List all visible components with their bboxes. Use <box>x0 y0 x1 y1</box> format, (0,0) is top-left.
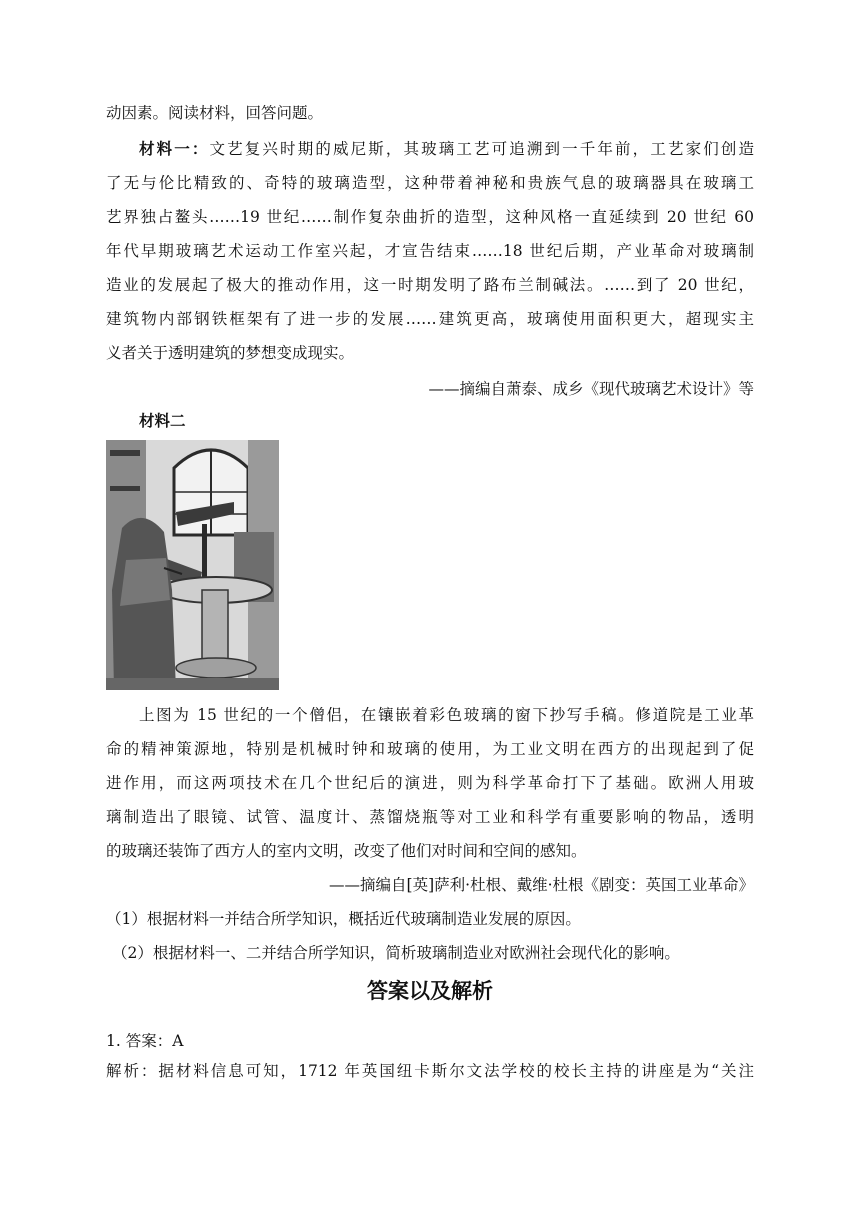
answers-title: 答案以及解析 <box>367 979 493 1003</box>
material-two-line: 命的精神策源地，特别是机械时钟和玻璃的使用，为工业文明在西方的出现起到了促 <box>106 740 754 758</box>
material-two-line: 进作用，而这两项技术在几个世纪后的演进，则为科学革命打下了基础。欧洲人用玻 <box>106 774 754 792</box>
material-two-line: 的玻璃还装饰了西方人的室内文明，改变了他们对时间和空间的感知。 <box>106 842 587 860</box>
material-one-first-line: 材料一：文艺复兴时期的威尼斯，其玻璃工艺可追溯到一千年前，工艺家们创造 <box>139 139 754 158</box>
material-two-line: 上图为 15 世纪的一个僧侣，在镶嵌着彩色玻璃的窗下抄写手稿。修道院是工业革 <box>139 706 754 724</box>
material-two-line: 璃制造出了眼镜、试管、温度计、蒸馏烧瓶等对工业和科学有重要影响的物品，透明 <box>106 808 754 826</box>
material-one-line: 建筑物内部钢铁框架有了进一步的发展……建筑更高，玻璃使用面积更大，超现实主 <box>106 310 754 328</box>
material-two-source: ——摘编自[英]萨利·杜根、戴维·杜根《剧变：英国工业革命》 <box>329 876 754 894</box>
answer-1-explanation: 解析：据材料信息可知，1712 年英国纽卡斯尔文法学校的校长主持的讲座是为“关注 <box>106 1062 754 1080</box>
material-one-line: 造业的发展起了极大的推动作用，这一时期发明了路布兰制碱法。……到了 20 世纪， <box>106 276 754 294</box>
intro-tail: 动因素。阅读材料，回答问题。 <box>106 104 324 122</box>
question-2: （2）根据材料一、二并结合所学知识，简析玻璃制造业对欧洲社会现代化的影响。 <box>112 944 680 962</box>
material-one-line: 了无与伦比精致的、奇特的玻璃造型，这种带着神秘和贵族气息的玻璃器具在玻璃工 <box>106 174 754 192</box>
answer-1: 1. 答案：A <box>106 1032 184 1050</box>
material-one-line: 义者关于透明建筑的梦想变成现实。 <box>106 344 355 362</box>
material-two-label: 材料二 <box>139 411 186 430</box>
material-one-line: 年代早期玻璃艺术运动工作室兴起，才宣告结束……18 世纪后期，产业革命对玻璃制 <box>106 242 754 260</box>
material-one-line: 艺界独占鳌头……19 世纪……制作复杂曲折的造型，这种风格一直延续到 20 世纪 60 <box>106 208 754 226</box>
material-one-source: ——摘编自萧泰、成乡《现代玻璃艺术设计》等 <box>428 380 754 398</box>
monk-copying-manuscript-image <box>106 440 279 690</box>
question-1: （1）根据材料一并结合所学知识，概括近代玻璃制造业发展的原因。 <box>106 910 581 928</box>
material-one-label: 材料一： <box>139 139 210 158</box>
